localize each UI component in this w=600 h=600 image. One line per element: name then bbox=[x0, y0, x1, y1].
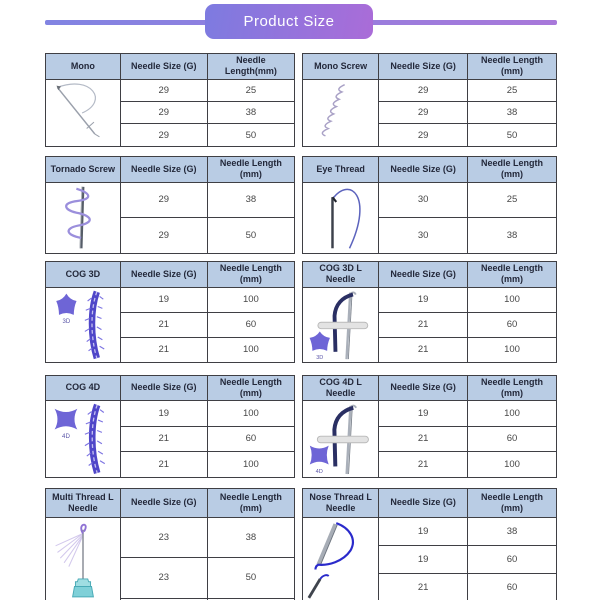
col-needle-size: Needle Size (G) bbox=[379, 262, 468, 288]
needle-size-value: 29 bbox=[379, 79, 468, 101]
needle-length-value: 100 bbox=[468, 337, 557, 362]
product-name: Multi Thread L Needle bbox=[46, 489, 121, 518]
col-needle-size: Needle Size (G) bbox=[120, 54, 207, 80]
col-needle-size: Needle Size (G) bbox=[379, 489, 468, 518]
col-needle-size: Needle Size (G) bbox=[120, 157, 207, 183]
needle-size-value: 29 bbox=[120, 124, 207, 147]
needle-length-value: 60 bbox=[468, 545, 557, 573]
table-row-4 bbox=[45, 375, 557, 479]
product-name: Nose Thread L Needle bbox=[303, 489, 379, 518]
cog-4d-section-label: 4D bbox=[61, 433, 70, 441]
col-needle-length: Needle Length (mm) bbox=[468, 489, 557, 518]
table-row bbox=[46, 518, 295, 558]
needle-size-value: 29 bbox=[379, 124, 468, 147]
table-row-5 bbox=[45, 488, 557, 600]
table-row bbox=[46, 401, 295, 427]
needle-length-value: 100 bbox=[468, 452, 557, 478]
needle-length-value: 38 bbox=[468, 518, 557, 546]
eye-thread-icon bbox=[303, 182, 379, 254]
needle-size-value: 23 bbox=[120, 558, 207, 598]
product-name: Eye Thread bbox=[303, 157, 379, 183]
page-title: Product Size bbox=[205, 4, 373, 39]
table-row bbox=[46, 182, 295, 218]
needle-length-value: 100 bbox=[468, 401, 557, 427]
table-cog-4d bbox=[45, 375, 295, 479]
table-row bbox=[303, 518, 557, 546]
needle-size-value: 21 bbox=[120, 426, 207, 452]
product-name: COG 4D bbox=[46, 375, 121, 401]
needle-size-value: 29 bbox=[120, 218, 207, 254]
table-row bbox=[303, 182, 557, 218]
page-header bbox=[0, 0, 600, 53]
needle-size-value: 30 bbox=[379, 218, 468, 254]
needle-size-value: 21 bbox=[120, 337, 207, 362]
needle-length-value: 100 bbox=[207, 287, 294, 312]
needle-size-value: 19 bbox=[120, 287, 207, 312]
col-needle-size: Needle Size (G) bbox=[379, 157, 468, 183]
needle-length-value: 100 bbox=[207, 401, 294, 427]
needle-size-value: 19 bbox=[379, 545, 468, 573]
mono-thread-icon bbox=[46, 79, 121, 147]
needle-size-value: 21 bbox=[379, 452, 468, 478]
table-row bbox=[46, 79, 295, 101]
cog-4d-thread-icon bbox=[46, 401, 121, 478]
mono-screw-icon bbox=[303, 79, 379, 147]
needle-length-value: 38 bbox=[468, 218, 557, 254]
needle-size-value: 21 bbox=[120, 312, 207, 337]
col-needle-size: Needle Size (G) bbox=[120, 489, 207, 518]
cog-4d-section-label: 4D bbox=[315, 469, 323, 476]
needle-size-value: 21 bbox=[379, 337, 468, 362]
table-nose-thread-l-needle bbox=[302, 488, 557, 600]
needle-length-value: 25 bbox=[468, 182, 557, 218]
needle-length-value: 38 bbox=[207, 518, 294, 558]
needle-size-value: 19 bbox=[120, 401, 207, 427]
table-eye-thread bbox=[302, 156, 557, 254]
needle-length-value: 60 bbox=[207, 426, 294, 452]
table-row-1 bbox=[45, 53, 557, 147]
needle-length-value: 50 bbox=[468, 124, 557, 147]
cog-4d-l-needle-icon bbox=[303, 401, 379, 478]
needle-length-value: 60 bbox=[468, 312, 557, 337]
tornado-screw-icon bbox=[46, 182, 121, 254]
cog-3d-section-label: 3D bbox=[62, 318, 71, 325]
needle-size-value: 21 bbox=[379, 426, 468, 452]
col-needle-length: Needle Length (mm) bbox=[207, 262, 294, 288]
tables-grid bbox=[0, 53, 600, 600]
col-needle-length: Needle Length (mm) bbox=[207, 375, 294, 401]
table-mono bbox=[45, 53, 295, 147]
needle-size-value: 29 bbox=[120, 182, 207, 218]
needle-length-value: 60 bbox=[207, 312, 294, 337]
table-cog-3d bbox=[45, 261, 295, 363]
needle-size-value: 19 bbox=[379, 401, 468, 427]
cog-3d-l-needle-icon bbox=[303, 287, 379, 362]
needle-size-value: 29 bbox=[379, 101, 468, 123]
needle-size-value: 29 bbox=[120, 101, 207, 123]
nose-thread-needle-icon bbox=[303, 518, 379, 600]
col-needle-size: Needle Size (G) bbox=[120, 375, 207, 401]
col-needle-size: Needle Size (G) bbox=[379, 54, 468, 80]
needle-length-value: 50 bbox=[207, 558, 294, 598]
needle-length-value: 100 bbox=[468, 287, 557, 312]
needle-size-value: 21 bbox=[379, 312, 468, 337]
needle-length-value: 25 bbox=[468, 79, 557, 101]
table-row-2 bbox=[45, 156, 557, 254]
table-row bbox=[46, 287, 295, 312]
multi-thread-needle-icon bbox=[46, 518, 121, 600]
needle-length-value: 38 bbox=[207, 101, 294, 123]
col-needle-length: Needle Length (mm) bbox=[207, 157, 294, 183]
table-cog-4d-l-needle bbox=[302, 375, 557, 479]
table-mono-screw bbox=[302, 53, 557, 147]
needle-size-value: 19 bbox=[379, 287, 468, 312]
col-needle-length: Needle Length (mm) bbox=[207, 489, 294, 518]
needle-length-value: 60 bbox=[468, 573, 557, 600]
col-needle-length: Needle Length(mm) bbox=[207, 54, 294, 80]
col-needle-length: Needle Length (mm) bbox=[468, 262, 557, 288]
needle-length-value: 100 bbox=[207, 337, 294, 362]
needle-size-value: 21 bbox=[120, 452, 207, 478]
needle-length-value: 25 bbox=[207, 79, 294, 101]
product-name: Mono bbox=[46, 54, 121, 80]
table-multi-thread-l-needle bbox=[45, 488, 295, 600]
needle-length-value: 100 bbox=[207, 452, 294, 478]
needle-length-value: 50 bbox=[207, 218, 294, 254]
product-name: COG 3D bbox=[46, 262, 121, 288]
needle-length-value: 60 bbox=[468, 426, 557, 452]
col-needle-size: Needle Size (G) bbox=[379, 375, 468, 401]
needle-size-value: 30 bbox=[379, 182, 468, 218]
col-needle-size: Needle Size (G) bbox=[120, 262, 207, 288]
needle-length-value: 38 bbox=[468, 101, 557, 123]
cog-3d-thread-icon bbox=[46, 287, 121, 362]
table-row bbox=[303, 79, 557, 101]
table-row-3 bbox=[45, 261, 557, 363]
needle-size-value: 19 bbox=[379, 518, 468, 546]
needle-size-value: 21 bbox=[379, 573, 468, 600]
needle-size-value: 29 bbox=[120, 79, 207, 101]
needle-length-value: 38 bbox=[207, 182, 294, 218]
product-name: COG 3D L Needle bbox=[303, 262, 379, 288]
needle-length-value: 50 bbox=[207, 124, 294, 147]
table-row bbox=[303, 401, 557, 427]
table-tornado-screw bbox=[45, 156, 295, 254]
product-name: Tornado Screw bbox=[46, 157, 121, 183]
product-name: COG 4D L Needle bbox=[303, 375, 379, 401]
cog-3d-section-label: 3D bbox=[315, 354, 323, 361]
product-name: Mono Screw bbox=[303, 54, 379, 80]
col-needle-length: Needle Length (mm) bbox=[468, 54, 557, 80]
needle-size-value: 23 bbox=[120, 518, 207, 558]
table-cog-3d-l-needle bbox=[302, 261, 557, 363]
table-row bbox=[303, 287, 557, 312]
col-needle-length: Needle Length (mm) bbox=[468, 375, 557, 401]
col-needle-length: Needle Length (mm) bbox=[468, 157, 557, 183]
